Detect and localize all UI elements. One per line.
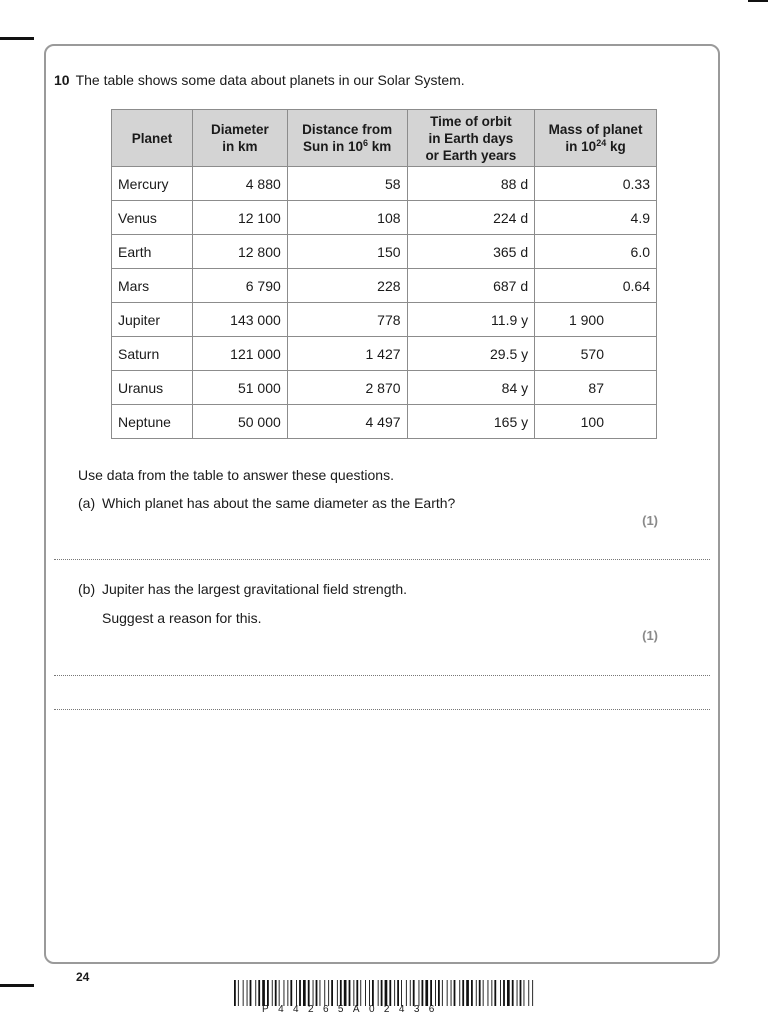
cell-mass: 4.9: [535, 201, 657, 235]
cell-distance: 778: [287, 303, 407, 337]
cell-diameter: 121 000: [192, 337, 287, 371]
header-mass: Mass of planet in $10^{24}$ kg: [535, 110, 657, 167]
table-row: [112, 371, 657, 405]
planet-data-table: [111, 109, 657, 439]
table-row: [112, 405, 657, 439]
header-distance: Distance from Sun in $10^6$ km: [287, 110, 407, 167]
cell-diameter: 12 800: [192, 235, 287, 269]
cell-diameter: 51 000: [192, 371, 287, 405]
cell-mass: 0.33: [535, 167, 657, 201]
header-orbit: Time of orbit in Earth days or Earth years: [407, 110, 535, 167]
part-b-marks: (1): [642, 628, 658, 643]
cell-mass: 0.64: [535, 269, 657, 303]
cell-distance: 150: [287, 235, 407, 269]
cell-orbit: 687 d: [407, 269, 535, 303]
cell-orbit: 365 d: [407, 235, 535, 269]
part-b-label: (b): [78, 581, 96, 597]
instructions-text: Use data from the table to answer these questions.: [78, 467, 394, 483]
cell-distance: 228: [287, 269, 407, 303]
cell-distance: 108: [287, 201, 407, 235]
cell-diameter: 143 000: [192, 303, 287, 337]
cell-distance: 1 427: [287, 337, 407, 371]
margin-mark-top-left: [0, 37, 34, 40]
cell-mass: 1 900: [535, 303, 657, 337]
question-number: 10: [54, 72, 70, 88]
cell-orbit: 165 y: [407, 405, 535, 439]
cell-diameter: 50 000: [192, 405, 287, 439]
part-b-prompt: Suggest a reason for this.: [102, 610, 262, 626]
cell-planet: Jupiter: [112, 303, 193, 337]
page-number: 24: [76, 970, 90, 984]
cell-planet: Mercury: [112, 167, 193, 201]
answer-line-b2[interactable]: [54, 709, 710, 710]
cell-planet: Saturn: [112, 337, 193, 371]
cell-diameter: 4 880: [192, 167, 287, 201]
barcode-image: [234, 980, 534, 1006]
part-a-question: Which planet has about the same diameter as the Earth?: [102, 495, 456, 511]
answer-line-b1[interactable]: [54, 675, 710, 676]
cell-planet: Mars: [112, 269, 193, 303]
answer-line-a[interactable]: [54, 559, 710, 560]
table-row: [112, 337, 657, 371]
table-row: [112, 201, 657, 235]
cell-planet: Uranus: [112, 371, 193, 405]
margin-mark-bottom-left: [0, 984, 34, 987]
cell-diameter: 12 100: [192, 201, 287, 235]
barcode-text: P44265A02436: [262, 1004, 444, 1015]
table-row: [112, 269, 657, 303]
cell-planet: Neptune: [112, 405, 193, 439]
table-row: [112, 303, 657, 337]
cell-mass: 100: [535, 405, 657, 439]
cell-mass: 87: [535, 371, 657, 405]
part-a-label: (a): [78, 495, 96, 511]
cell-distance: 58: [287, 167, 407, 201]
cell-distance: 2 870: [287, 371, 407, 405]
table-row: [112, 167, 657, 201]
cell-orbit: 84 y: [407, 371, 535, 405]
cell-orbit: 11.9 y: [407, 303, 535, 337]
table-row: [112, 235, 657, 269]
cell-orbit: 29.5 y: [407, 337, 535, 371]
question-intro: The table shows some data about planets in our Solar System.: [75, 72, 465, 88]
part-b-question: Jupiter has the largest gravitational field strength.: [102, 581, 408, 597]
question-intro-line: [54, 72, 465, 88]
cell-distance: 4 497: [287, 405, 407, 439]
cell-orbit: 88 d: [407, 167, 535, 201]
cell-diameter: 6 790: [192, 269, 287, 303]
cell-orbit: 224 d: [407, 201, 535, 235]
cell-planet: Venus: [112, 201, 193, 235]
cell-planet: Earth: [112, 235, 193, 269]
part-a-marks: (1): [642, 513, 658, 528]
cell-mass: 6.0: [535, 235, 657, 269]
table-header-row: [112, 110, 657, 167]
header-diameter: Diameter in km: [192, 110, 287, 167]
cell-mass: 570: [535, 337, 657, 371]
margin-mark-top-right: [748, 0, 768, 2]
header-planet: Planet: [112, 110, 193, 167]
